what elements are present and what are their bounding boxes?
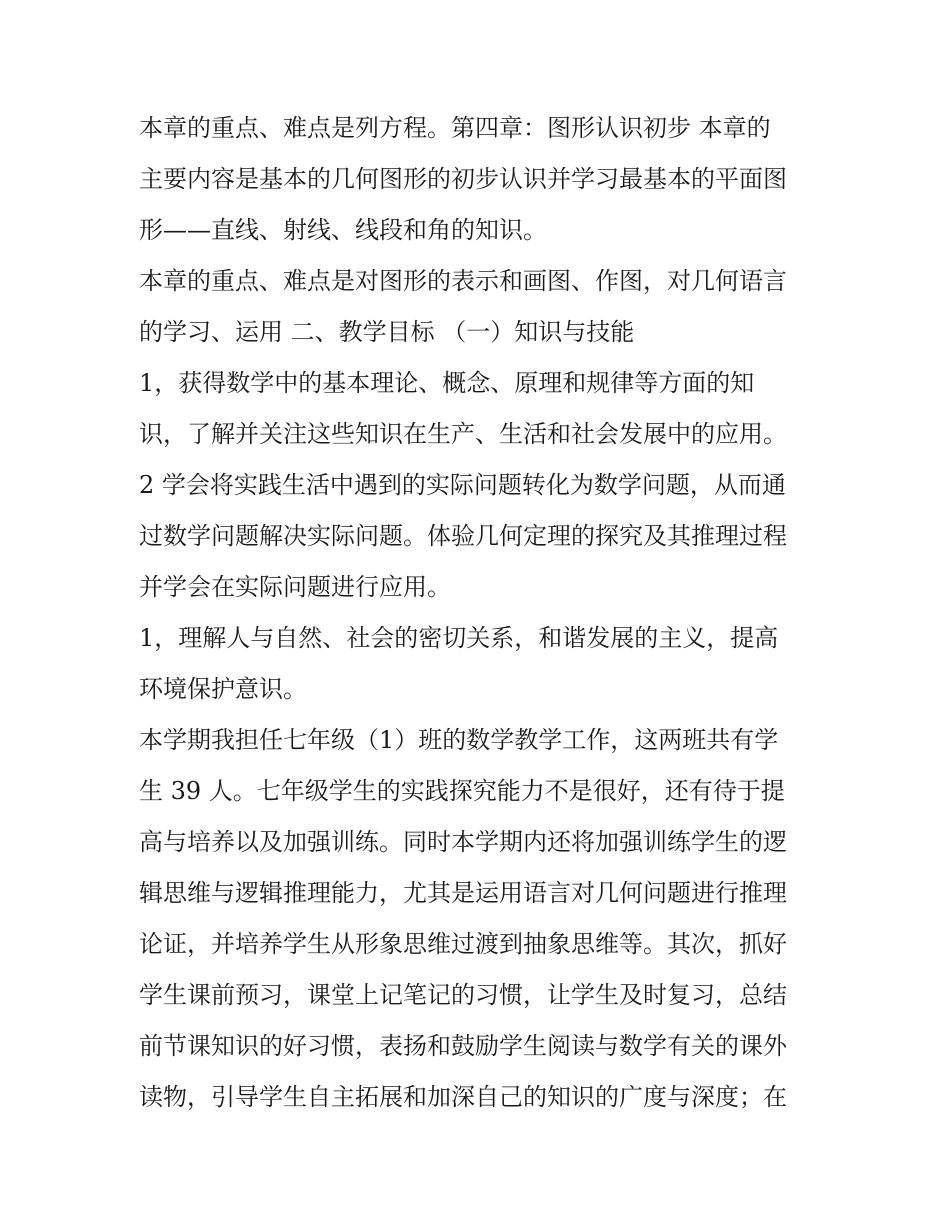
text-line: 1，获得数学中的基本理论、概念、原理和规律等方面的知 bbox=[139, 369, 755, 397]
text-line: 生 39 人。七年级学生的实践探究能力不是很好，还有待于提 bbox=[139, 777, 785, 805]
text-line: 本章的重点、难点是列方程。第四章：图形认识初步 本章的 bbox=[139, 114, 771, 142]
text-line: 主要内容是基本的几何图形的初步认识并学习最基本的平面图 bbox=[139, 165, 787, 193]
text-line: 前节课知识的好习惯，表扬和鼓励学生阅读与数学有关的课外 bbox=[139, 1032, 787, 1060]
text-line: 识，了解并关注这些知识在生产、生活和社会发展中的应用。 bbox=[139, 420, 787, 448]
text-line: 高与培养以及加强训练。同时本学期内还将加强训练学生的逻 bbox=[139, 828, 787, 856]
text-line: 环境保护意识。 bbox=[139, 675, 307, 703]
text-line: 本章的重点、难点是对图形的表示和画图、作图，对几何语言 bbox=[139, 267, 787, 295]
text-line: 本学期我担任七年级（1）班的数学教学工作，这两班共有学 bbox=[139, 726, 779, 754]
text-line: 并学会在实际问题进行应用。 bbox=[139, 573, 451, 601]
text-line: 论证，并培养学生从形象思维过渡到抽象思维等。其次，抓好 bbox=[139, 930, 787, 958]
text-line: 辑思维与逻辑推理能力，尤其是运用语言对几何问题进行推理 bbox=[139, 879, 787, 907]
text-line: 1，理解人与自然、社会的密切关系，和谐发展的主义，提高 bbox=[139, 624, 779, 652]
document-body bbox=[139, 103, 829, 1123]
text-line: 读物，引导学生自主拓展和加深自己的知识的广度与深度；在 bbox=[139, 1083, 787, 1111]
text-line: 的学习、运用 二、教学目标 （一）知识与技能 bbox=[139, 318, 635, 346]
text-line: 过数学问题解决实际问题。体验几何定理的探究及其推理过程 bbox=[139, 522, 787, 550]
text-line: 学生课前预习，课堂上记笔记的习惯，让学生及时复习，总结 bbox=[139, 981, 787, 1009]
text-line: 形——直线、射线、线段和角的知识。 bbox=[139, 216, 547, 244]
text-line: 2 学会将实践生活中遇到的实际问题转化为数学问题，从而通 bbox=[139, 471, 786, 499]
